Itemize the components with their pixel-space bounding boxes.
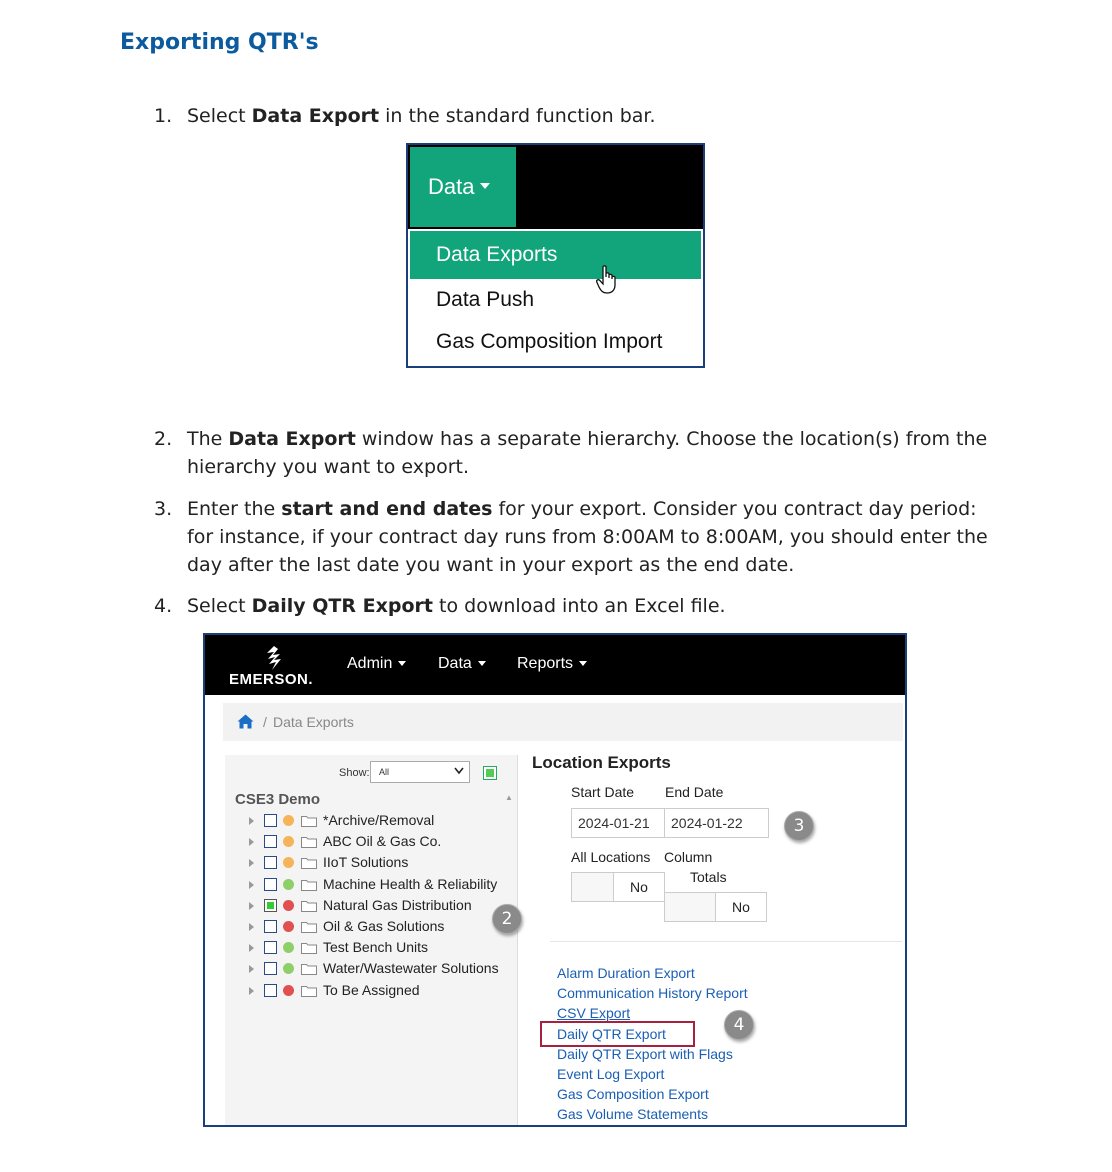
step-1 [154,102,1004,130]
link-daily-qtr-export[interactable]: Daily QTR Export [557,1025,666,1042]
expand-arrow-icon[interactable] [249,881,254,889]
tree-node-label: Water/Wastewater Solutions [323,960,499,977]
node-checkbox[interactable] [264,984,277,997]
link-gas-composition-export[interactable]: Gas Composition Export [557,1086,709,1103]
folder-icon [301,985,317,997]
step-3 [154,495,1004,579]
folder-icon [301,857,317,869]
link-event-log-export[interactable]: Event Log Export [557,1065,665,1082]
status-dot-icon [283,985,294,996]
folder-icon [301,815,317,827]
caret-down-icon [478,661,486,666]
app-header [205,635,905,695]
callout-badge-2: 2 [492,904,522,934]
link-gas-volume-statements[interactable]: Gas Volume Statements [557,1106,708,1123]
step-text: The Data Export window has a separate hierarchy. Choose the location(s) from the hierarchy you want to export. [187,428,988,478]
node-checkbox[interactable] [264,856,277,869]
start-date-input[interactable]: 2024-01-21 [571,808,665,838]
chevron-down-icon [454,767,464,775]
caret-down-icon [480,183,490,189]
link-csv-export[interactable]: CSV Export [557,1005,631,1022]
nav-data[interactable]: Data [438,655,486,673]
show-label: Show: [339,767,370,779]
tree-node-label: *Archive/Removal [323,812,435,828]
status-dot-icon [283,900,294,911]
status-dot-icon [283,879,294,890]
expand-arrow-icon[interactable] [249,859,254,867]
callout-badge-3: 3 [784,811,814,841]
menu-item-data-exports[interactable]: Data Exports [410,231,701,279]
expand-arrow-icon[interactable] [249,902,254,910]
expand-arrow-icon[interactable] [249,923,254,931]
tree-node-label: To Be Assigned [323,981,420,998]
expand-arrow-icon[interactable] [249,965,254,973]
nav-admin[interactable]: Admin [347,655,406,673]
breadcrumb [223,703,903,741]
scroll-up-icon[interactable]: ▲ [505,793,513,802]
link-daily-qtr-export-with-flags[interactable]: Daily QTR Export with Flags [557,1045,733,1062]
step-number: 3. [154,498,173,520]
expand-arrow-icon[interactable] [249,944,254,952]
status-dot-icon [283,942,294,953]
step-number: 1. [154,105,173,127]
tree-node-label: Oil & Gas Solutions [323,917,445,934]
emerson-logo-mark-icon [263,645,285,671]
step-text: Enter the start and end dates for your export. Consider you contract day period: for instance, if your contract day runs from 8:00AM to 8:00AM, you should enter the day after the last date you want in your export as the end date. [187,498,988,576]
step-2 [154,425,1004,481]
folder-icon [301,879,317,891]
tree-node-label: Natural Gas Distribution [323,896,472,913]
location-exports-title: Location Exports [532,753,671,772]
column-totals-label: Column [664,849,713,865]
tree-node-label: Machine Health & Reliability [323,875,498,892]
breadcrumb-current: Data Exports [273,714,354,730]
caret-down-icon [398,661,406,666]
nav-reports[interactable]: Reports [517,655,587,673]
tree-node-label: ABC Oil & Gas Co. [323,833,442,850]
node-checkbox[interactable] [264,920,277,933]
node-checkbox[interactable] [264,878,277,891]
select-all-checkbox[interactable] [483,766,497,780]
folder-icon [301,836,317,848]
all-locations-label: All Locations [571,849,651,865]
folder-icon [301,963,317,975]
callout-badge-4: 4 [724,1010,754,1040]
data-exports-screenshot [203,633,907,1127]
step-text: Select Data Export in the standard function bar. [187,105,656,127]
status-dot-icon [283,921,294,932]
data-menu-button[interactable]: Data [410,147,516,227]
expand-arrow-icon[interactable] [249,987,254,995]
breadcrumb-separator: / [263,714,267,730]
menu-item-data-push[interactable]: Data Push [436,288,535,311]
end-date-label: End Date [665,784,724,800]
column-totals-label-line2: Totals [690,869,727,885]
all-locations-toggle[interactable]: No [571,872,665,902]
step-4 [154,592,1004,620]
folder-icon [301,942,317,954]
daily-qtr-export-highlight [540,1021,695,1047]
expand-arrow-icon[interactable] [249,838,254,846]
status-dot-icon [283,963,294,974]
caret-down-icon [579,661,587,666]
home-icon[interactable] [237,714,254,729]
status-dot-icon [283,815,294,826]
node-checkbox[interactable] [264,941,277,954]
step-number: 2. [154,428,173,450]
folder-icon [301,900,317,912]
data-menu-screenshot [406,143,705,368]
link-communication-history-report[interactable]: Communication History Report [557,985,748,1002]
tree-node-label: Test Bench Units [323,939,429,956]
status-dot-icon [283,836,294,847]
hand-cursor-icon [596,265,618,295]
link-alarm-duration-export[interactable]: Alarm Duration Export [557,965,695,981]
step-text: Select Daily QTR Export to download into an Excel file. [187,595,726,617]
data-dropdown-menu [410,231,701,363]
node-checkbox[interactable] [264,962,277,975]
end-date-input[interactable]: 2024-01-22 [664,808,769,838]
folder-icon [301,921,317,933]
show-filter-select[interactable]: All [370,761,470,783]
page-title: Exporting QTR's [120,30,319,55]
node-checkbox[interactable] [264,899,277,912]
emerson-logo: EMERSON. [229,645,325,689]
start-date-label: Start Date [571,784,635,800]
hierarchy-panel [225,755,518,1127]
step-number: 4. [154,595,173,617]
expand-arrow-icon[interactable] [249,817,254,825]
tree-node-label: IIoT Solutions [323,854,409,871]
tree-root-label: CSE3 Demo [235,791,321,808]
node-checkbox[interactable] [264,835,277,848]
column-totals-toggle[interactable]: No [664,892,767,922]
menu-item-gas-composition-import[interactable]: Gas Composition Import [436,330,663,353]
status-dot-icon [283,857,294,868]
node-checkbox[interactable] [264,814,277,827]
section-divider [550,941,902,942]
